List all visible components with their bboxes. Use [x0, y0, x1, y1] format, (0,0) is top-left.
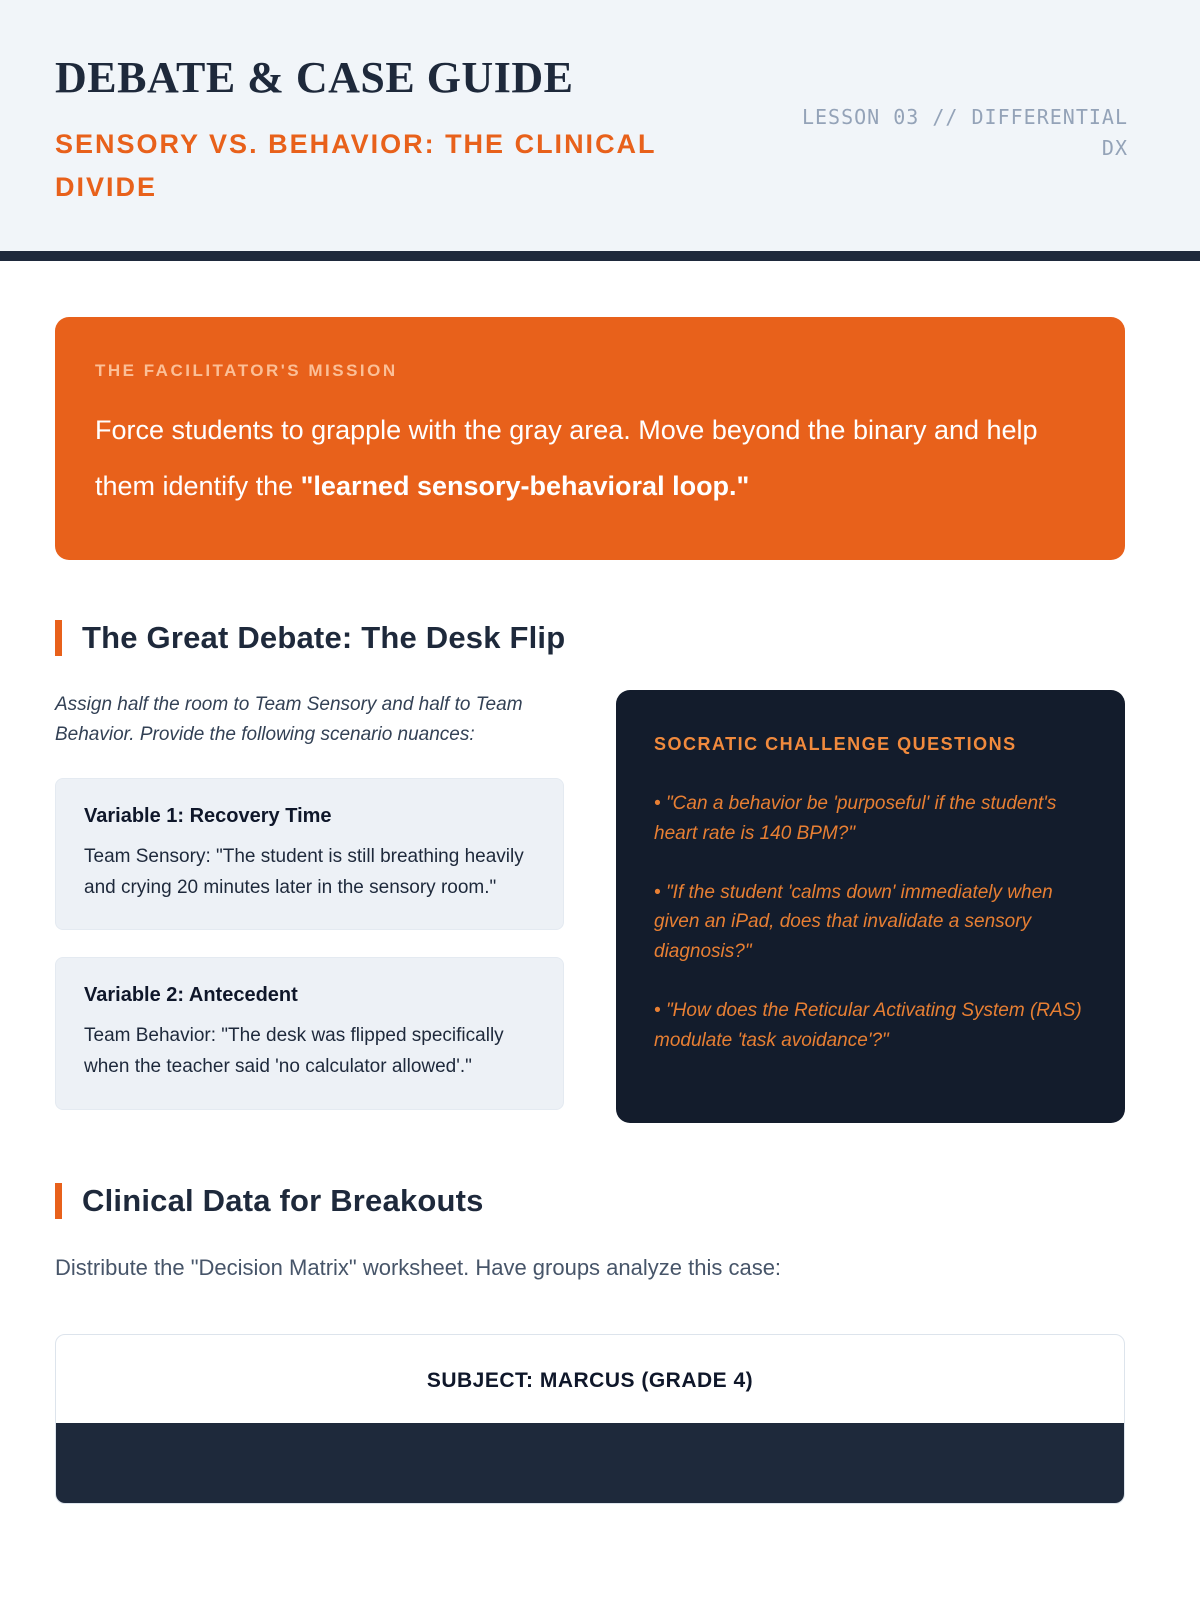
debate-columns — [55, 690, 1125, 1123]
facilitator-mission-callout — [55, 317, 1125, 560]
subject-table-header-bar — [56, 1423, 1124, 1503]
variable-title: Variable 2: Antecedent — [84, 984, 298, 1007]
main-content — [55, 317, 1125, 1504]
section-heading-clinical-data — [55, 1183, 1125, 1219]
debate-left-column — [55, 690, 564, 1123]
socratic-questions-panel — [616, 690, 1125, 1123]
mission-body-bold: "learned sensory-behavioral loop." — [300, 470, 750, 501]
socratic-question: • "Can a behavior be 'purposeful' if the student's heart rate is 140 BPM?" — [654, 789, 1087, 848]
page-subtitle: SENSORY VS. BEHAVIOR: THE CLINICAL DIVIDE — [55, 129, 657, 203]
socratic-heading: SOCRATIC CHALLENGE QUESTIONS — [654, 734, 1017, 755]
variable-card-recovery-time — [55, 778, 564, 931]
page-title: DEBATE & CASE GUIDE — [55, 53, 574, 102]
subject-title: SUBJECT: MARCUS (GRADE 4) — [426, 1369, 754, 1393]
lesson-tag: LESSON 03 // DIFFERENTIAL DX — [801, 105, 1128, 160]
great-debate-title: The Great Debate: The Desk Flip — [82, 620, 566, 656]
socratic-question: • "If the student 'calms down' immediately when given an iPad, does that invalidate a sensory diagnosis?" — [654, 878, 1087, 966]
mission-body-text: Force students to grapple with the gray area. Move beyond the binary and help them identify the — [95, 415, 1038, 501]
mission-label: THE FACILITATOR'S MISSION — [95, 361, 398, 381]
mission-body — [95, 403, 1083, 514]
socratic-question-list — [654, 789, 1087, 1055]
variable-title: Variable 1: Recovery Time — [84, 804, 332, 827]
subject-case-card — [55, 1334, 1125, 1504]
variable-body: Team Sensory: "The student is still breathing heavily and crying 20 minutes later in the sensory room." — [84, 845, 524, 898]
variable-body: Team Behavior: "The desk was flipped specifically when the teacher said 'no calculator allowed'." — [84, 1025, 504, 1078]
clinical-intro: Distribute the "Decision Matrix" worksheet. Have groups analyze this case: — [55, 1255, 782, 1281]
header-divider — [0, 251, 1200, 261]
section-heading-great-debate — [55, 620, 1125, 656]
clinical-data-title: Clinical Data for Breakouts — [82, 1183, 484, 1219]
section-accent-bar — [55, 1183, 62, 1219]
section-accent-bar — [55, 620, 62, 656]
debate-intro: Assign half the room to Team Sensory and half to Team Behavior. Provide the following scenario nuances: — [55, 694, 523, 746]
socratic-question: • "How does the Reticular Activating System (RAS) modulate 'task avoidance'?" — [654, 996, 1087, 1055]
variable-card-antecedent — [55, 957, 564, 1110]
page-header — [0, 0, 1200, 251]
